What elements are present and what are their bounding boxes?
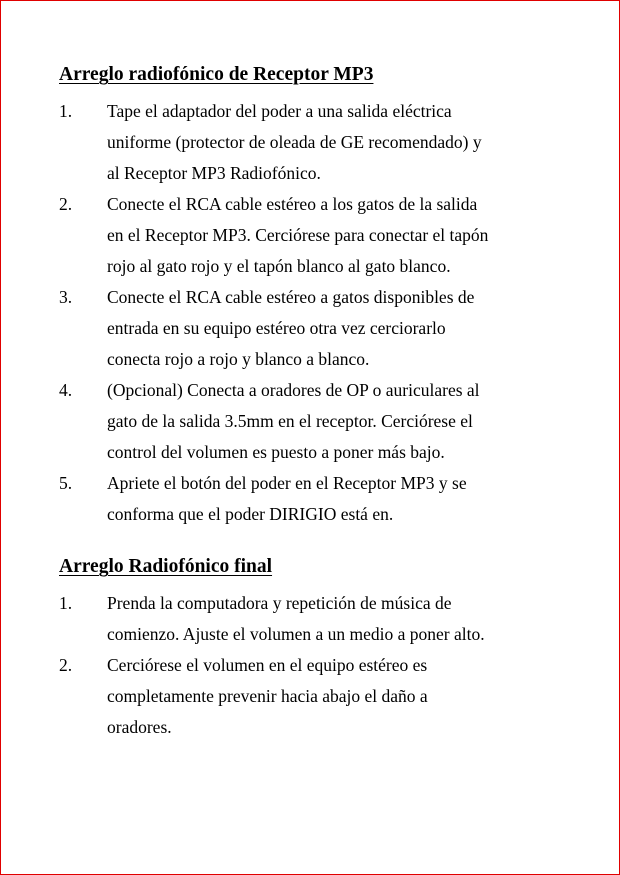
step-number: 3. xyxy=(59,287,73,307)
step-line: oradores. xyxy=(107,717,172,737)
section-spacer xyxy=(59,530,564,554)
step-line: Apriete el botón del poder en el Receptor MP3 y se xyxy=(107,473,467,493)
step-item xyxy=(59,468,564,530)
step-item xyxy=(59,189,564,282)
steps-list-final-setup xyxy=(59,588,564,743)
steps-list-receptor-setup xyxy=(59,96,564,530)
step-line: Tape el adaptador del poder a una salida eléctrica xyxy=(107,101,452,121)
step-item xyxy=(59,650,564,743)
step-item xyxy=(59,96,564,189)
step-number: 2. xyxy=(59,655,73,675)
step-line: control del volumen es puesto a poner más bajo. xyxy=(107,442,445,462)
section-title-final-setup: Arreglo Radiofónico final xyxy=(59,556,273,577)
step-line: entrada en su equipo estéreo otra vez cerciorarlo xyxy=(107,318,446,338)
step-line: comienzo. Ajuste el volumen a un medio a poner alto. xyxy=(107,624,485,644)
step-number: 5. xyxy=(59,473,73,493)
step-number: 1. xyxy=(59,593,73,613)
step-line: (Opcional) Conecta a oradores de OP o auriculares al xyxy=(107,380,480,400)
step-line: completamente prevenir hacia abajo el daño a xyxy=(107,686,428,706)
document-body xyxy=(59,62,564,743)
step-line: Cerciórese el volumen en el equipo estéreo es xyxy=(107,655,428,675)
step-line: Conecte el RCA cable estéreo a gatos disponibles de xyxy=(107,287,475,307)
step-item xyxy=(59,588,564,650)
step-line: en el Receptor MP3. Cerciórese para conectar el tapón xyxy=(107,225,489,245)
section-title-receptor-setup: Arreglo radiofónico de Receptor MP3 xyxy=(59,64,374,85)
step-item xyxy=(59,282,564,375)
step-line: uniforme (protector de oleada de GE recomendado) y xyxy=(107,132,482,152)
step-line: Prenda la computadora y repetición de música de xyxy=(107,593,452,613)
step-line: Conecte el RCA cable estéreo a los gatos de la salida xyxy=(107,194,478,214)
step-number: 2. xyxy=(59,194,73,214)
step-line: conecta rojo a rojo y blanco a blanco. xyxy=(107,349,370,369)
step-line: gato de la salida 3.5mm en el receptor. Cerciórese el xyxy=(107,411,473,431)
step-number: 4. xyxy=(59,380,73,400)
step-item xyxy=(59,375,564,468)
step-number: 1. xyxy=(59,101,73,121)
step-line: rojo al gato rojo y el tapón blanco al gato blanco. xyxy=(107,256,451,276)
step-line: al Receptor MP3 Radiofónico. xyxy=(107,163,321,183)
step-line: conforma que el poder DIRIGIO está en. xyxy=(107,504,394,524)
